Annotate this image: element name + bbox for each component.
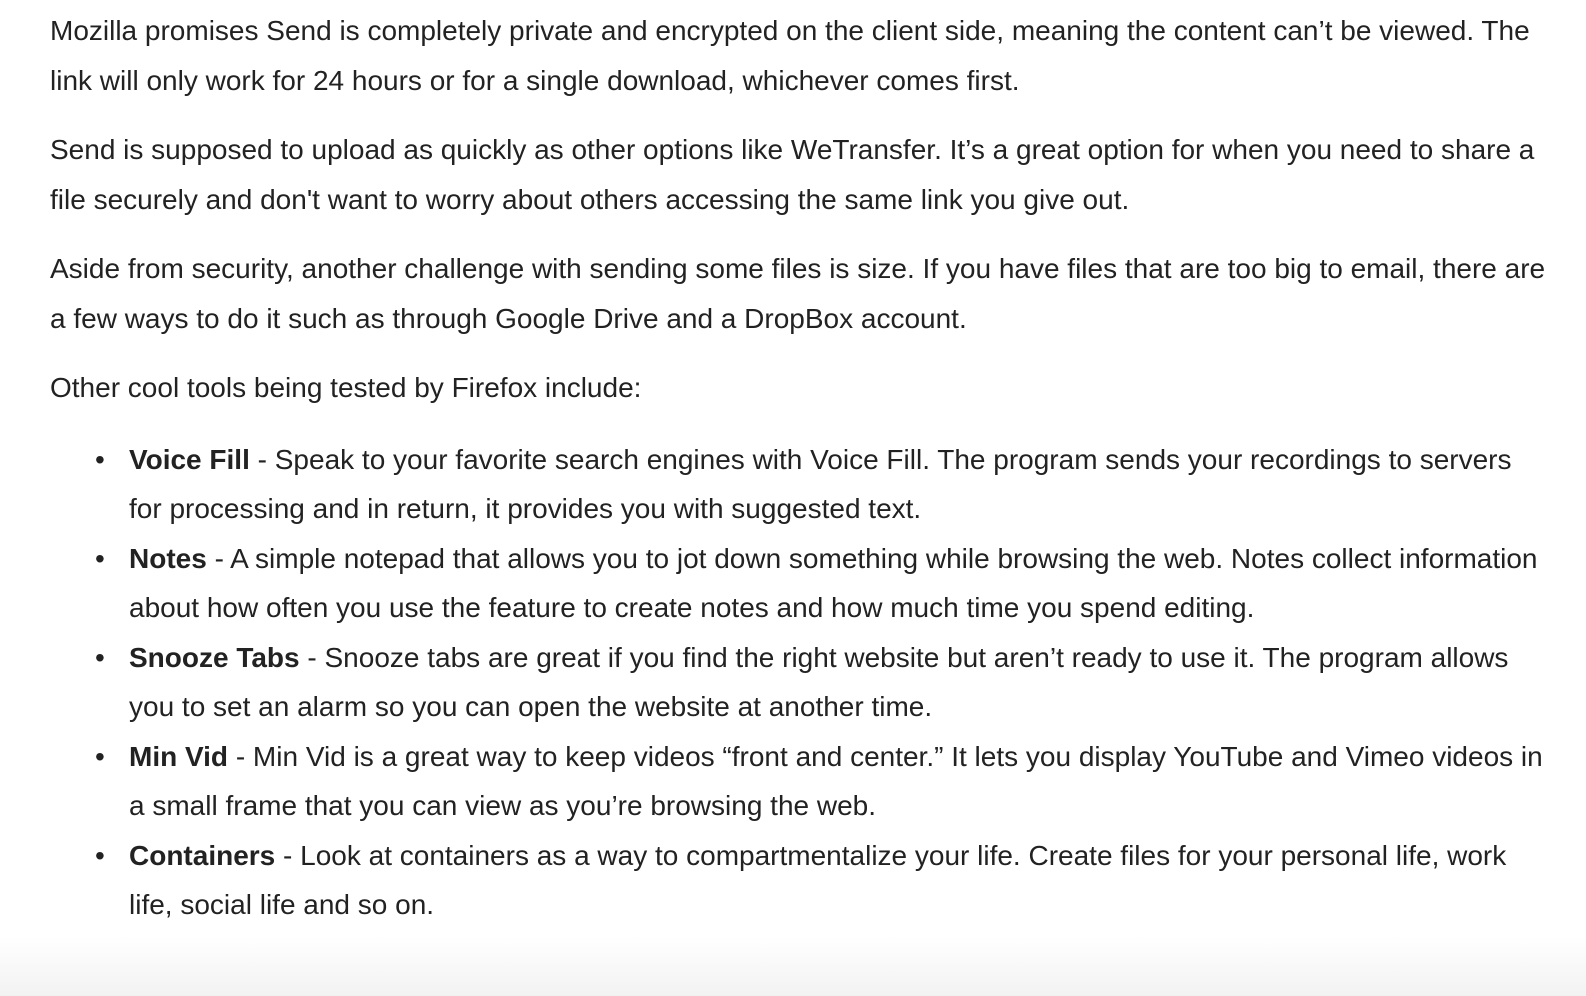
- paragraph-file-size: Aside from security, another challenge with sending some files is size. If you have files that are too big to email, there are a few ways to do it such as through Google Drive and a DropBox account.: [50, 253, 1546, 334]
- list-item-min-vid: [95, 732, 1550, 831]
- bottom-fade-overlay: [0, 936, 1586, 996]
- tool-description: - Speak to your favorite search engines with Voice Fill. The program sends your recordings to servers for processing and in return, it provides you with suggested text.: [129, 443, 1512, 524]
- tools-list: [50, 435, 1550, 930]
- paragraph-send-privacy: Mozilla promises Send is completely private and encrypted on the client side, meaning the content can’t be viewed. The link will only work for 24 hours or for a single download, whichever comes first.: [50, 15, 1530, 96]
- tool-description: - Look at containers as a way to compartmentalize your life. Create files for your personal life, work life, social life and so on.: [129, 839, 1507, 920]
- tool-name: Min Vid: [129, 740, 229, 772]
- tool-name: Snooze Tabs: [129, 641, 300, 673]
- bullet-icon: •: [95, 740, 105, 772]
- article-body: [50, 6, 1550, 930]
- bullet-icon: •: [95, 641, 105, 673]
- bullet-icon: •: [95, 542, 105, 574]
- tool-name: Containers: [129, 839, 276, 871]
- list-item-containers: [95, 831, 1550, 930]
- list-item-notes: [95, 534, 1550, 633]
- paragraph-tools-intro: Other cool tools being tested by Firefox include:: [50, 372, 642, 403]
- tool-description: - Snooze tabs are great if you find the right website but aren’t ready to use it. The program allows you to set an alarm so you can open the website at another time.: [129, 641, 1509, 722]
- tool-description: - A simple notepad that allows you to jot down something while browsing the web. Notes collect information about how often you use the feature to create notes and how much time you spend editing.: [129, 542, 1538, 623]
- bullet-icon: •: [95, 839, 105, 871]
- list-item-voice-fill: [95, 435, 1550, 534]
- paragraph-send-speed: Send is supposed to upload as quickly as other options like WeTransfer. It’s a great option for when you need to share a file securely and don't want to worry about others accessing the same link you give out.: [50, 134, 1535, 215]
- bullet-icon: •: [95, 443, 105, 475]
- list-item-snooze-tabs: [95, 633, 1550, 732]
- tool-name: Voice Fill: [129, 443, 250, 475]
- tool-name: Notes: [129, 542, 207, 574]
- tool-description: - Min Vid is a great way to keep videos “front and center.” It lets you display YouTube and Vimeo videos in a small frame that you can view as you’re browsing the web.: [129, 740, 1543, 821]
